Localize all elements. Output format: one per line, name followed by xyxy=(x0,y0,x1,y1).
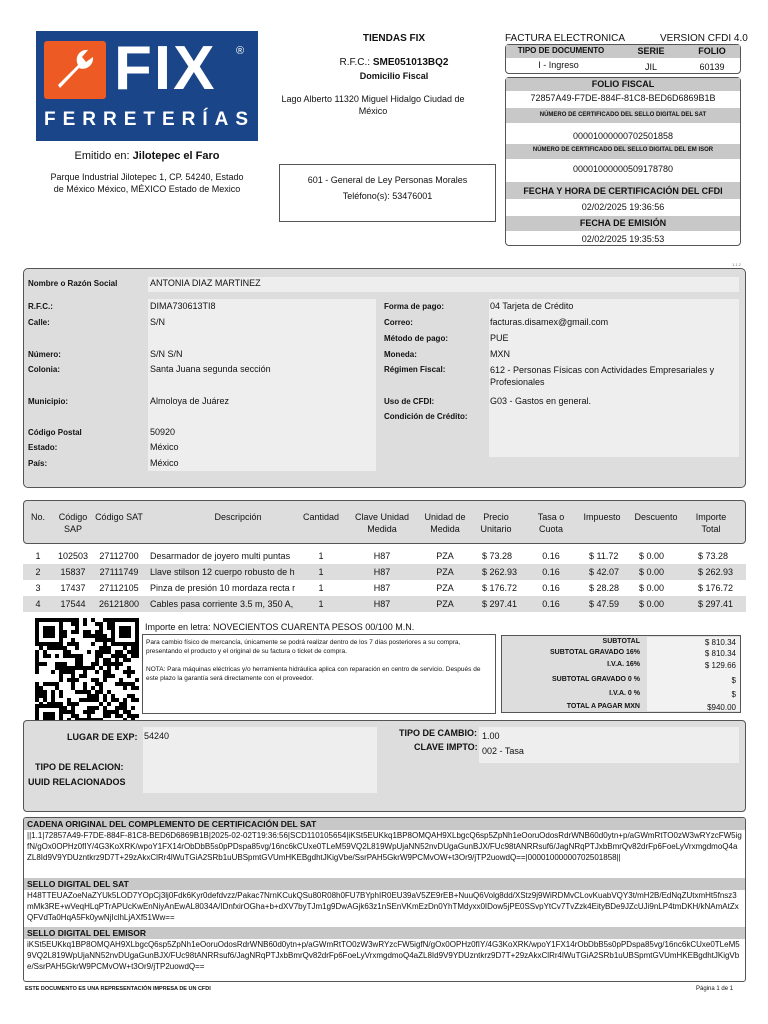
total-label: SUBTOTAL GRAVADO 16% xyxy=(550,649,640,656)
forma-pago-value: 04 Tarjeta de Crédito xyxy=(490,301,574,311)
cell-sap: 17437 xyxy=(60,583,86,593)
extra-box xyxy=(23,720,746,812)
colonia-value: Santa Juana segunda sección xyxy=(150,364,271,374)
regimen-value: 612 - Personas Físicas con Actividades Empresariales y Profesionales xyxy=(490,365,715,387)
cell-clave: H87 xyxy=(373,599,391,609)
serie-label: SERIE xyxy=(637,46,665,56)
registered-mark: ® xyxy=(236,45,245,57)
note-warranty: NOTA: Para máquinas eléctricas y/o herramienta hidráulica aplica con reparación en centro de servicio. Después de este plazo la garantía será directamente con el proveedor. xyxy=(146,666,481,682)
cell-impuesto: $ 28.28 xyxy=(589,583,620,593)
forma-pago-label: Forma de pago: xyxy=(384,302,445,311)
qr-code xyxy=(35,616,139,734)
logo-subtitle: FERRETERÍAS xyxy=(44,109,256,130)
total-value: $940.00 xyxy=(707,703,736,712)
client-box xyxy=(23,268,746,488)
cadena-label: CADENA ORIGINAL DEL COMPLEMENTO DE CERTIFICACIÓN DEL SAT xyxy=(24,818,745,830)
numero-value: S/N S/N xyxy=(150,349,183,359)
col-header-precio: Precio Unitario xyxy=(480,512,512,534)
nombre-value: ANTONIA DIAZ MARTINEZ xyxy=(150,278,261,288)
col-header-clave: Clave Unidad Medida xyxy=(354,512,410,534)
cambio-value: 1.00 xyxy=(482,731,500,741)
estado-label: Estado: xyxy=(28,443,58,452)
total-value: $ 810.34 xyxy=(704,638,736,647)
cell-sap: 102503 xyxy=(57,551,89,561)
cadena-value: ||1.1|72857A49-F7DE-884F-81C8-BED6D6869B1B|2025-02-02T19:36:56|SCD110105654|iKSt5EUKkq1BP8OMQAH9XLbgcQ6sp5ZpNh1eOoruOdosRdrWNB60d0ytn+p/aGWmRtTO0zW3wRYzcFW5igfN/gOx0OPHz0fIY/4G3KoXRK/wpoY1FX14rObDbB5s0pPDspa85vg/16nc6kCUxe0TLeM59VQ2L819WpUjaNN52nvDUgaGunBJX/FUc98tANRRsuf6/JagNRqPTJxbBmrQv82drFp6FoeLyVrxmgdmoQ4aZL8Id9V9YDUzntkrz9D7T+29zAkxClRr4lWuTGiA2SRb1uUBSpmtGVUmHKEBgdhtJKigVbe/SsrPAH5GkrW9PCMvOW+t3Or9/jTP2uowdQ==|00001000000702501858|| xyxy=(27,831,742,862)
cell-descuento: $ 0.00 xyxy=(639,567,665,577)
cell-sat: 27112700 xyxy=(99,551,139,561)
client-rfc-value: DIMA730613TI8 xyxy=(150,301,216,311)
cp-value: 50920 xyxy=(150,427,176,437)
moneda-label: Moneda: xyxy=(384,350,417,359)
cell-tasa: 0.16 xyxy=(542,583,560,593)
estado-value: México xyxy=(150,442,179,452)
totals-box xyxy=(501,635,741,713)
tipo-doc-label: TIPO DE DOCUMENTO xyxy=(517,46,605,55)
version-mark: 1.1.2 xyxy=(732,262,741,267)
cell-descuento: $ 0.00 xyxy=(639,551,665,561)
cell-unidad: PZA xyxy=(436,583,454,593)
cell-desc: Desarmador de joyero multi puntas xyxy=(150,551,291,561)
metodo-value: PUE xyxy=(490,333,509,343)
cert-sat-value: 00001000000702501858 xyxy=(572,131,674,141)
regimen-label: Régimen Fiscal: xyxy=(384,365,446,374)
municipio-label: Municipio: xyxy=(28,397,68,406)
cell-sat: 27112105 xyxy=(99,583,139,593)
total-label: TOTAL A PAGAR MXN xyxy=(566,703,640,710)
notes-box xyxy=(142,634,496,714)
col-header-no: No. xyxy=(30,512,45,522)
cell-unidad: PZA xyxy=(436,599,454,609)
cell-importe: $ 176.72 xyxy=(698,583,734,593)
sello-emisor-label: SELLO DIGITAL DEL EMISOR xyxy=(24,927,745,939)
total-label: SUBTOTAL xyxy=(602,638,640,645)
impto-value: 002 - Tasa xyxy=(482,746,524,756)
regime-box xyxy=(279,164,496,222)
numero-label: Número: xyxy=(28,350,61,359)
sello-emisor-value: iKSt5EUKkq1BP8OMQAH9XLbgcQ6sp5ZpNh1eOoruOdosRdrWNB60d0ytn+p/aGWmRtTO0zW3wRYzcFW5igfN/gOx0OPHz0fIY/4G3KoXRK/wpoY1FX14rObDbB5s0pPDspa85vg/16nc6kCUxe0TLeM59VQ2L819WpUjaNN52nvDUgaGunBJX/FUc98tANRRsuf6/JagNRqPTJxbBmrQv82drFp6FoeLyVrxmgdmoQ4aZL8Id9V9YDUzntkrz9D7T+29zAkxClRr4lWuTGiA2SRb1uUBSpmtGVUmHKEBgdhtJKigVbe/SsrPAH5GkrW9PCMvOW+t3Or9/jTP2uowdQ== xyxy=(27,940,740,971)
total-value: $ 129.66 xyxy=(704,661,736,670)
lugar-label: LUGAR DE EXP: xyxy=(67,732,138,742)
client-rfc-label: R.F.C.: xyxy=(28,302,53,311)
nombre-label: Nombre o Razón Social xyxy=(28,279,118,288)
total-value: $ 810.34 xyxy=(704,649,736,658)
col-header-qty: Cantidad xyxy=(302,512,340,522)
total-label: I.V.A. 0 % xyxy=(609,690,640,697)
rfc-label: R.F.C.: xyxy=(339,57,371,68)
cell-descuento: $ 0.00 xyxy=(639,583,665,593)
uso-label: Uso de CFDI: xyxy=(384,397,435,406)
cert-emisor-label: NÚMERO DE CERTIFICADO DEL SELLO DIGITAL DEL EM ISOR xyxy=(506,144,740,159)
tipo-doc-value: I - Ingreso xyxy=(538,60,579,70)
folio-value: 60139 xyxy=(699,62,725,72)
fecha-emision-label: FECHA DE EMISIÓN xyxy=(506,216,740,231)
invoice-title: FACTURA ELECTRONICA xyxy=(505,33,626,44)
cell-precio: $ 297.41 xyxy=(482,599,518,609)
col-header-sat: Código SAT xyxy=(95,512,143,522)
correo-label: Correo: xyxy=(384,318,413,327)
cell-sap: 15837 xyxy=(60,567,86,577)
fecha-cert-value: 02/02/2025 19:36:56 xyxy=(581,202,665,212)
cert-sat-label: NÚMERO DE CERTIFICADO DEL SELLO DIGITAL DEL SAT xyxy=(506,108,740,123)
total-label: SUBTOTAL GRAVADO 0 % xyxy=(551,676,640,683)
importe-letra: Importe en letra: NOVECIENTOS CUARENTA PESOS 00/100 M.N. xyxy=(145,622,415,632)
emitido-label: Emitido en: xyxy=(74,150,130,162)
cell-sap: 17544 xyxy=(60,599,86,609)
issuer-name: TIENDAS FIX xyxy=(362,33,426,44)
fiscal-box xyxy=(505,77,741,246)
domicilio-label: Domicilio Fiscal xyxy=(359,71,429,81)
condicion-label: Condición de Crédito: xyxy=(384,412,468,421)
cell-no: 2 xyxy=(35,567,41,577)
issuer-phone: Teléfono(s): 53476001 xyxy=(342,191,433,201)
cell-sat: 27111749 xyxy=(99,567,139,577)
cell-desc: Cables pasa corriente 3.5 m, 350 A, xyxy=(150,599,294,609)
page-number: Página 1 de 1 xyxy=(696,986,734,992)
sello-sat-value: H48TTEUAZoeNaZYUk5LOD7YOpCj3lj0Fdk6Kyr0defdvzz/Pakac7NrnKCukQSu80R08h0FU7BYphIR0EU39aV5ZE9rEB+NuuQ6Volg8dd/XStz9j9WiRDMvCLovKuabVQY3t/mH2B/EdNqZUtxmHt5fnsz3mMk3RE+wVeqHLqPTrAPUcKwEnNiyAnEwAL8034A/IDnfxirOGha+b+dXV7byTJm1g9DwAGjk63z1nSEnVKmEzDn0YhTMdyxx0IDow5jPE0SSvpYtCv7TvZzk4EityBDe9JZcUJi9nLP4tmDKH/kNAmAtZxQFVdTa0HqA5Fk0ywNjIclhLjAXf51Ww== xyxy=(27,891,739,922)
cell-precio: $ 176.72 xyxy=(482,583,518,593)
folio-label: FOLIO xyxy=(698,46,726,56)
correo-value: facturas.disamex@gmail.com xyxy=(490,317,609,327)
note-exchange: Para cambio físico de mercancía, únicamente se podrá realizar dentro de los 7 días posteriores a su compra, presentando el producto y el original de su factura o ticket de compra. xyxy=(146,639,461,655)
cp-label: Código Postal xyxy=(28,428,82,437)
col-header-descuento: Descuento xyxy=(634,512,678,522)
total-label: I.V.A. 16% xyxy=(607,661,640,668)
lugar-value: 54240 xyxy=(144,731,170,741)
footer-note: ESTE DOCUMENTO ES UNA REPRESENTACIÓN IMPRESA DE UN CFDI xyxy=(25,986,211,992)
pais-value: México xyxy=(150,458,179,468)
cell-qty: 1 xyxy=(318,583,324,593)
cell-impuesto: $ 11.72 xyxy=(589,551,619,561)
cell-sat: 26121800 xyxy=(98,599,140,609)
invoice-version: VERSION CFDI 4.0 xyxy=(660,33,748,44)
cell-unidad: PZA xyxy=(436,567,454,577)
folio-fiscal-value: 72857A49-F7DE-884F-81C8-BED6D6869B1B xyxy=(530,93,716,103)
total-value: $ xyxy=(731,676,736,685)
col-header-tasa: Tasa o Cuota xyxy=(537,512,565,534)
cell-tasa: 0.16 xyxy=(542,567,560,577)
logo-word: FIX xyxy=(114,34,217,103)
cell-no: 4 xyxy=(35,599,41,609)
sello-sat-label: SELLO DIGITAL DEL SAT xyxy=(24,878,745,890)
col-header-importe: Importe Total xyxy=(695,512,727,534)
cell-descuento: $ 0.00 xyxy=(639,599,665,609)
fecha-emision-value: 02/02/2025 19:35:53 xyxy=(581,234,665,244)
issuer-address: Lago Alberto 11320 Miguel Hidalgo Ciudad de México xyxy=(281,94,465,116)
cell-unidad: PZA xyxy=(436,551,454,561)
cell-clave: H87 xyxy=(373,583,391,593)
cell-precio: $ 73.28 xyxy=(482,551,513,561)
cert-emisor-value: 00001000000509178780 xyxy=(572,164,674,174)
moneda-value: MXN xyxy=(490,349,510,359)
issuer-rfc xyxy=(300,57,488,68)
cell-no: 3 xyxy=(35,583,41,593)
doc-type-box xyxy=(505,44,741,74)
col-header-impuesto: Impuesto xyxy=(583,512,621,522)
cell-tasa: 0.16 xyxy=(542,599,560,609)
uso-value: G03 - Gastos en general. xyxy=(490,396,592,406)
cell-desc: Llave stilson 12 cuerpo robusto de h xyxy=(150,567,295,577)
cell-precio: $ 262.93 xyxy=(482,567,518,577)
cell-no: 1 xyxy=(35,551,41,561)
col-header-unidad: Unidad de Medida xyxy=(424,512,466,534)
cell-impuesto: $ 42.07 xyxy=(589,567,620,577)
cell-qty: 1 xyxy=(318,551,324,561)
cell-qty: 1 xyxy=(318,599,324,609)
cell-importe: $ 73.28 xyxy=(698,551,729,561)
calle-value: S/N xyxy=(150,317,166,327)
rfc-value: SME051013BQ2 xyxy=(372,57,449,68)
cell-impuesto: $ 47.59 xyxy=(589,599,620,609)
wrench-icon xyxy=(44,41,106,99)
emitido-value: Jilotepec el Faro xyxy=(132,150,220,162)
serie-value: JIL xyxy=(644,62,657,72)
relacion-label: TIPO DE RELACION: xyxy=(35,762,124,772)
cell-importe: $ 262.93 xyxy=(698,567,734,577)
uuid-label: UUID RELACIONADOS xyxy=(28,777,126,787)
cell-tasa: 0.16 xyxy=(542,551,560,561)
total-value: $ xyxy=(731,690,736,699)
cell-desc: Pinza de presión 10 mordaza recta r xyxy=(150,583,296,593)
branch-address: Parque Industrial Jilotepec 1, CP. 54240, Estado de México México, MÉXICO Estado de Mexico xyxy=(50,172,244,194)
municipio-value: Almoloya de Juárez xyxy=(150,396,230,406)
cell-importe: $ 297.41 xyxy=(698,599,734,609)
pais-label: País: xyxy=(28,459,48,468)
stamps-box xyxy=(23,817,746,982)
cell-clave: H87 xyxy=(373,551,391,561)
cambio-label: TIPO DE CAMBIO: xyxy=(399,728,477,738)
metodo-label: Método de pago: xyxy=(384,334,448,343)
fecha-cert-label: FECHA Y HORA DE CERTIFICACIÓN DEL CFDI xyxy=(506,182,740,199)
col-header-sap: Código SAP xyxy=(58,512,88,534)
company-logo xyxy=(36,31,258,141)
issuer-regime: 601 - General de Ley Personas Morales xyxy=(307,175,468,185)
col-header-desc: Descripción xyxy=(214,512,262,522)
impto-label: CLAVE IMPTO: xyxy=(414,742,478,752)
colonia-label: Colonia: xyxy=(28,365,60,374)
cell-qty: 1 xyxy=(318,567,324,577)
calle-label: Calle: xyxy=(28,318,50,327)
emitido-en xyxy=(40,150,254,162)
cell-clave: H87 xyxy=(373,567,391,577)
folio-fiscal-label: FOLIO FISCAL xyxy=(506,78,740,91)
